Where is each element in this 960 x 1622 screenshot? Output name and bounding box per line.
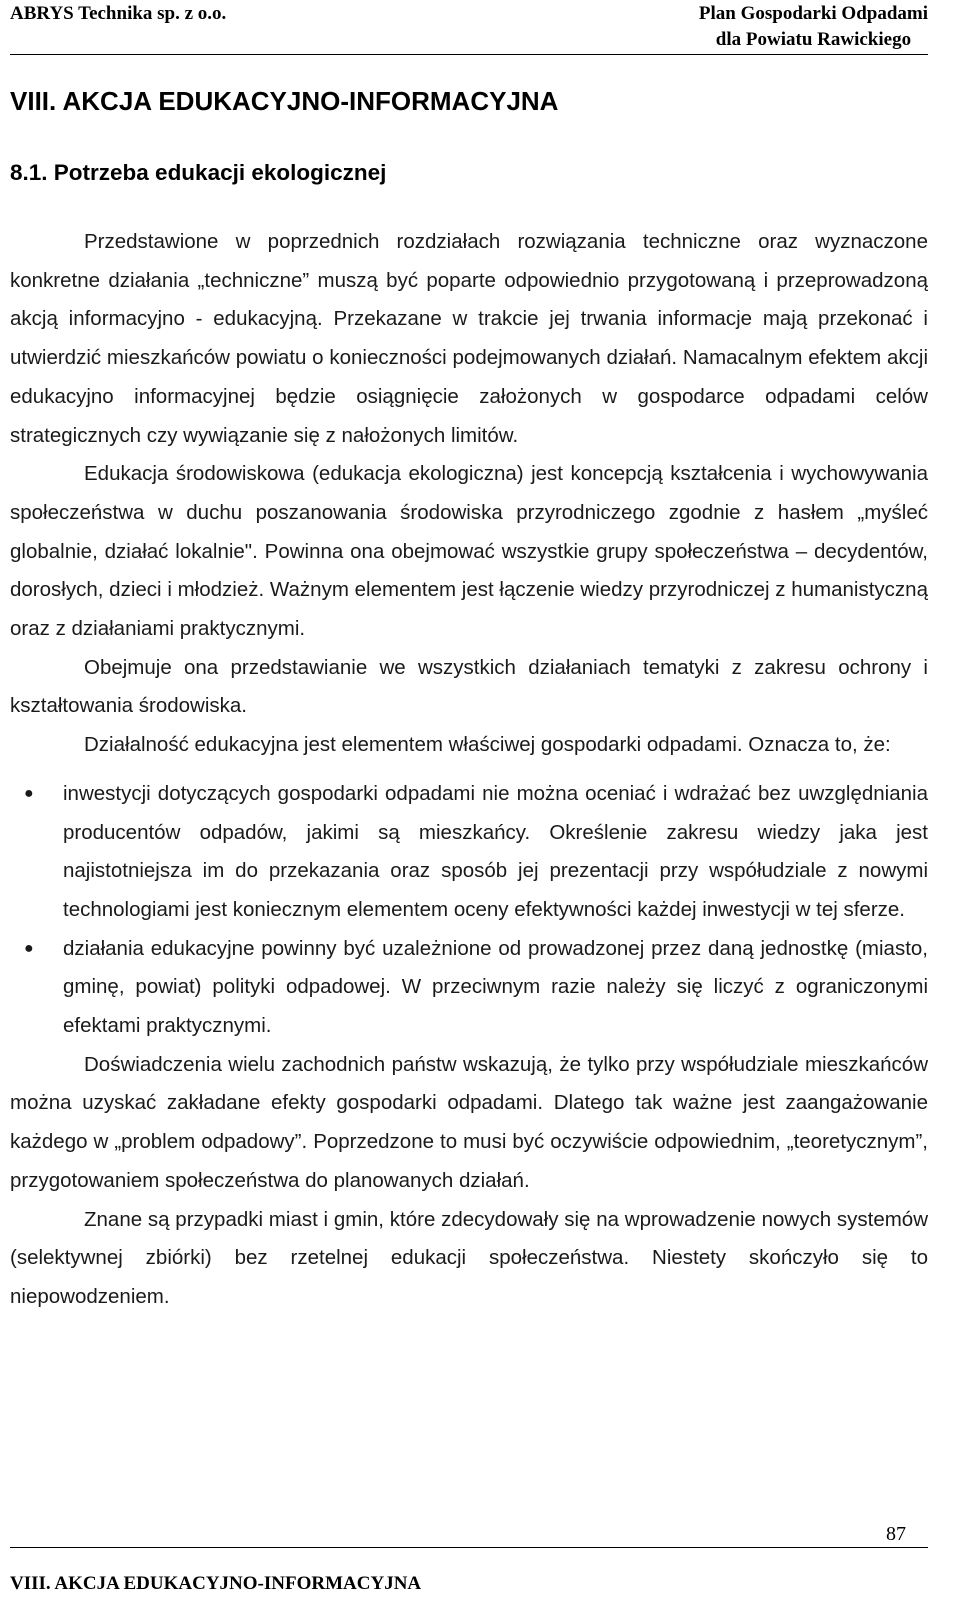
- bullet-icon: ●: [24, 784, 34, 802]
- list-item: [10, 930, 928, 1046]
- header-document-title: [699, 1, 928, 53]
- paragraph: Doświadczenia wielu zachodnich państw wskazują, że tylko przy współudziale mieszkańców można uzyskać zakładane efekty gospodarki odpadami. Dlatego tak ważne jest zaangażowanie każdego w „problem odpadowy”. Poprzedzone to musi być oczywiście odpowiednim, „teoretycznym”, przygotowaniem społeczeństwa do planowanych działań.: [10, 1052, 928, 1192]
- page-number: 87: [886, 1523, 906, 1545]
- paragraph: Działalność edukacyjna jest elementem właściwej gospodarki odpadami. Oznacza to, że:: [84, 733, 891, 757]
- header-title-line-2: dla Powiatu Rawickiego: [715, 29, 912, 50]
- chapter-title: VIII. AKCJA EDUKACYJNO-INFORMACYJNA: [10, 86, 559, 116]
- paragraph: Znane są przypadki miast i gmin, które zdecydowały się na wprowadzenie nowych systemów (selektywnej zbiórki) bez rzetelnej edukacji społeczeństwa. Niestety skończyło się to niepowodzeniem.: [10, 1207, 928, 1308]
- list-item-text: inwestycji dotyczących gospodarki odpadami nie można oceniać i wdrażać bez uwzględniania producentów odpadów, jakimi są mieszkańcy. Określenie zakresu wiedzy jaka jest najistotniejsza im do przekazania oraz sposób jej prezentacji przy współudziale z nowymi technologiami jest koniecznym elementem oceny efektywności każdej inwestycji w tej sferze.: [63, 781, 928, 921]
- page-content: [10, 60, 928, 1317]
- header-divider: [10, 54, 928, 55]
- list-item: [10, 775, 928, 930]
- paragraph: Obejmuje ona przedstawianie we wszystkich działaniach tematyki z zakresu ochrony i kształtowania środowiska.: [10, 655, 928, 718]
- header-company: ABRYS Technika sp. z o.o.: [10, 3, 227, 24]
- list-item-text: działania edukacyjne powinny być uzależnione od prowadzonej przez daną jednostkę (miasto, gminę, powiat) polityki odpadowej. W przeciwnym razie należy się liczyć z ograniczonymi efektami praktycznymi.: [63, 936, 928, 1038]
- header-title-line-1: Plan Gospodarki Odpadami: [698, 3, 928, 24]
- bullet-icon: ●: [24, 939, 34, 957]
- bullet-list: [10, 775, 928, 1046]
- paragraph: Przedstawione w poprzednich rozdziałach rozwiązania techniczne oraz wyznaczone konkretne działania „techniczne” muszą być poparte odpowiednio przygotowaną i przeprowadzoną akcją informacyjno - edukacyjną. Przekazane w trakcie jej trwania informacje mają przekonać i utwierdzić mieszkańców powiatu o konieczności podejmowanych działań. Namacalnym efektem akcji edukacyjno informacyjnej będzie osiągnięcie założonych w gospodarce odpadami celów strategicznych czy wywiązanie się z nałożonych limitów.: [10, 230, 928, 447]
- footer-divider: [10, 1547, 928, 1548]
- paragraph: Edukacja środowiskowa (edukacja ekologiczna) jest koncepcją kształcenia i wychowywania społeczeństwa w duchu poszanowania środowiska przyrodniczego zgodnie z hasłem „myśleć globalnie, działać lokalnie". Powinna ona obejmować wszystkie grupy społeczeństwa – decydentów, dorosłych, dzieci i młodzież. Ważnym elementem jest łączenie wiedzy przyrodniczej z humanistyczną oraz z działaniami praktycznymi.: [10, 462, 928, 641]
- page-header: [10, 0, 928, 54]
- footer-chapter-title: VIII. AKCJA EDUKACYJNO-INFORMACYJNA: [10, 1573, 422, 1594]
- section-title: 8.1. Potrzeba edukacji ekologicznej: [10, 160, 387, 185]
